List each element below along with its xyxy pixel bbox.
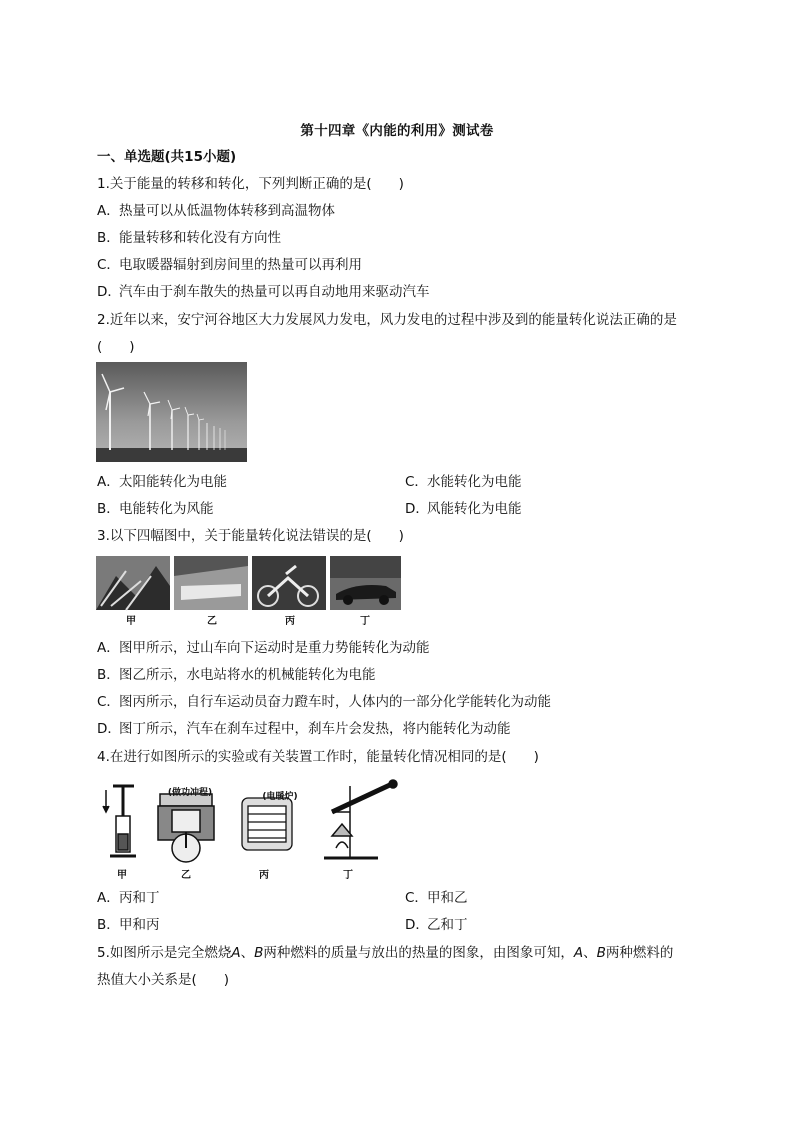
question-5-stem: 5.如图所示是完全燃烧A、B两种燃料的质量与放出的热量的图象，由图象可知，A、B两种燃料的 [97, 945, 674, 961]
q3-caption-bing: 丙 [285, 616, 295, 627]
question-4-stem: 4.在进行如图所示的实验或有关装置工作时，能量转化情况相同的是( ) [97, 749, 539, 765]
question-1-option-b[interactable]: B．能量转移和转化没有方向性 [97, 230, 281, 246]
question-2-option-c[interactable]: C．水能转化为电能 [405, 474, 522, 490]
question-3-option-c[interactable]: C．图丙所示，自行车运动员奋力蹬车时，人体内的一部分化学能转化为动能 [97, 694, 551, 710]
question-3-option-a[interactable]: A．图甲所示，过山车向下运动时是重力势能转化为动能 [97, 640, 430, 656]
wind-turbines-image [96, 362, 247, 462]
section-heading: 一、单选题(共15小题) [97, 149, 237, 165]
q3-caption-yi: 乙 [207, 616, 217, 627]
question-2-option-a[interactable]: A．太阳能转化为电能 [97, 474, 227, 490]
q3-caption-ding: 丁 [360, 616, 370, 627]
question-4-option-a[interactable]: A．丙和丁 [97, 890, 160, 906]
q4-caption-jia: 甲 [117, 870, 127, 881]
question-5-stem-continued: 热值大小关系是( ) [97, 972, 230, 988]
q4-label-electric-heater: (电暖炉) [262, 792, 298, 802]
question-4-option-d[interactable]: D．乙和丁 [405, 917, 468, 933]
question-2-option-b[interactable]: B．电能转化为风能 [97, 501, 214, 517]
q4-caption-ding: 丁 [343, 870, 353, 881]
question-1-option-a[interactable]: A．热量可以从低温物体转移到高温物体 [97, 203, 335, 219]
q4-caption-yi: 乙 [181, 870, 191, 881]
question-1-stem: 1.关于能量的转移和转化，下列判断正确的是( ) [97, 176, 404, 192]
q4-caption-bing: 丙 [259, 870, 269, 881]
page-title: 第十四章《内能的利用》测试卷 [300, 123, 494, 139]
question-3-option-d[interactable]: D．图丁所示，汽车在刹车过程中，刹车片会发热，将内能转化为动能 [97, 721, 511, 737]
four-photos-image [96, 556, 401, 612]
question-2-stem-continued: ( ) [97, 339, 135, 355]
question-4-option-b[interactable]: B．甲和丙 [97, 917, 160, 933]
q3-caption-jia: 甲 [126, 616, 136, 627]
question-3-stem: 3.以下四幅图中，关于能量转化说法错误的是( ) [97, 528, 404, 544]
question-1-option-d[interactable]: D．汽车由于刹车散失的热量可以再自动地用来驱动汽车 [97, 284, 430, 300]
energy-conversion-photos [96, 556, 401, 612]
question-2-option-d[interactable]: D．风能转化为电能 [405, 501, 522, 517]
question-2-stem: 2.近年以来，安宁河谷地区大力发展风力发电，风力发电的过程中涉及到的能量转化说法正确的是 [97, 312, 677, 328]
wind-farm-photo [96, 362, 247, 462]
question-1-option-c[interactable]: C．电取暖器辐射到房间里的热量可以再利用 [97, 257, 362, 273]
question-4-option-c[interactable]: C．甲和乙 [405, 890, 468, 906]
question-3-option-b[interactable]: B．图乙所示，水电站将水的机械能转化为电能 [97, 667, 376, 683]
q4-label-power-stroke: (做功冲程) [167, 788, 213, 798]
